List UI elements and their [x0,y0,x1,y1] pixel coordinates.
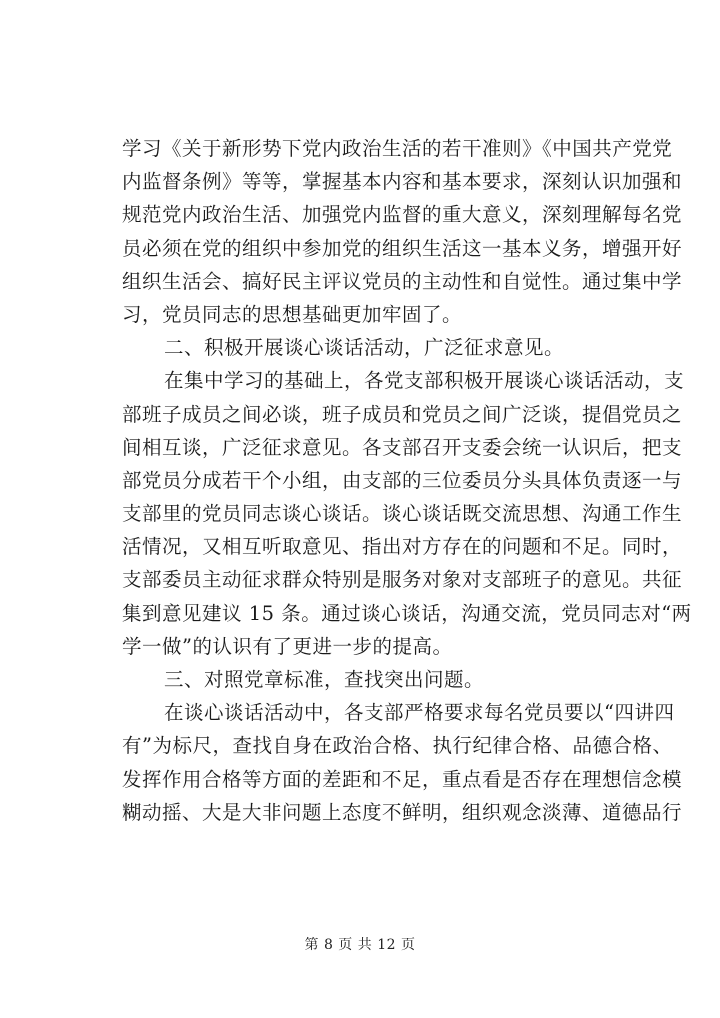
text-line: 发挥作用合格等方面的差距和不足，重点看是否存在理想信念模 [122,767,683,791]
text-line: 部党员分成若干个小组，由支部的三位委员分头具体负责逐一与 [122,468,683,492]
text-line: 内监督条例》等等，掌握基本内容和基本要求，深刻认识加强和 [122,170,683,194]
page-footer: 第 8 页 共 12 页 [304,937,416,953]
text-line: 在谈心谈话活动中，各支部严格要求每名党员要以“四讲四 [164,701,675,725]
text-line: 部班子成员之间必谈，班子成员和党员之间广泛谈，提倡党员之 [122,402,683,426]
text-line: 有”为标尺，查找自身在政治合格、执行纪律合格、品德合格、 [122,734,673,758]
text-line: 在集中学习的基础上，各党支部积极开展谈心谈话活动，支 [164,369,685,393]
document-body [122,132,692,829]
section-heading: 三、对照党章标准，查找突出问题。 [164,668,485,691]
text-line: 员必须在党的组织中参加党的组织生活这一基本义务，增强开好 [122,236,683,260]
text-line: 支部委员主动征求群众特别是服务对象对支部班子的意见。共征 [122,568,683,592]
text-line: 糊动摇、大是大非问题上态度不鲜明，组织观念淡薄、道德品行 [122,800,683,824]
text-line: 活情况，又相互听取意见、指出对方存在的问题和不足。同时， [122,535,683,559]
text-line: 集到意见建议 15 条。通过谈心谈话，沟通交流，党员同志对“两 [122,601,692,625]
text-line: 学一做”的认识有了更进一步的提高。 [122,634,453,658]
text-line: 支部里的党员同志谈心谈话。谈心谈话既交流思想、沟通工作生 [122,502,683,526]
text-line: 学习《关于新形势下党内政治生活的若干准则》《中国共产党党 [122,137,673,160]
text-line: 规范党内政治生活、加强党内监督的重大意义，深刻理解每名党 [122,203,683,227]
section-heading: 二、积极开展谈心谈话活动，广泛征求意见。 [164,336,565,360]
text-line: 习，党员同志的思想基础更加牢固了。 [122,302,463,326]
text-line: 间相互谈，广泛征求意见。各支部召开支委会统一认识后，把支 [122,435,683,459]
text-line: 组织生活会、搞好民主评议党员的主动性和自觉性。通过集中学 [122,269,683,293]
